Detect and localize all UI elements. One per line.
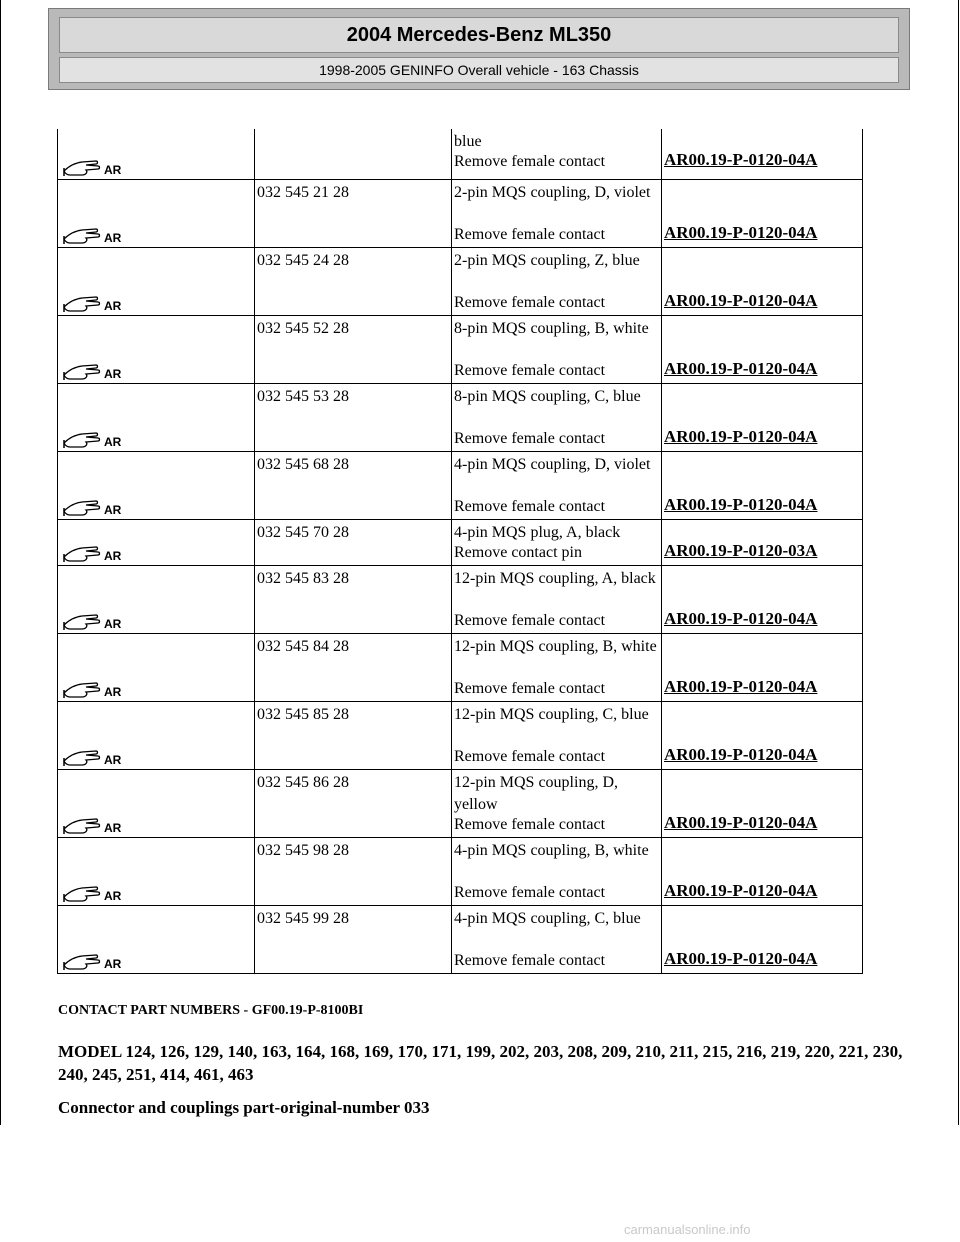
reference-cell — [662, 520, 863, 566]
action-text: Remove female contact — [454, 680, 606, 697]
reference-link[interactable]: AR00.19-P-0120-04A — [664, 291, 818, 310]
part-number-cell — [255, 566, 452, 634]
page-border-left — [0, 0, 1, 1125]
icon-cell — [58, 452, 255, 520]
reference-link[interactable]: AR00.19-P-0120-04A — [664, 677, 818, 696]
action-text: Remove female contact — [454, 748, 606, 765]
ar-label: AR — [104, 299, 122, 313]
description-cell — [452, 316, 662, 384]
icon-cell — [58, 702, 255, 770]
action-text: Remove female contact — [454, 498, 606, 515]
description-cell — [452, 384, 662, 452]
hand-pointer-icon[interactable] — [62, 815, 128, 835]
part-number-cell — [255, 634, 452, 702]
reference-cell — [662, 452, 863, 520]
ar-label: AR — [104, 163, 122, 177]
description-cell — [452, 906, 662, 974]
part-number: 032 545 85 28 — [257, 706, 349, 723]
table-row — [58, 316, 863, 384]
hand-pointer-icon[interactable] — [62, 611, 128, 631]
page-border-right — [958, 0, 959, 1125]
reference-cell — [662, 770, 863, 838]
part-number: 032 545 24 28 — [257, 252, 349, 269]
hand-pointer-icon[interactable] — [62, 747, 128, 767]
hand-pointer-icon[interactable] — [62, 361, 128, 381]
part-description: 12-pin MQS coupling, B, white — [454, 638, 657, 655]
ar-label: AR — [104, 753, 122, 767]
part-number: 032 545 68 28 — [257, 456, 349, 473]
part-description: 4-pin MQS coupling, D, violet — [454, 456, 651, 473]
table-row — [58, 906, 863, 974]
part-description: 4-pin MQS plug, A, black — [454, 524, 621, 541]
action-text: Remove female contact — [454, 294, 606, 311]
icon-cell — [58, 770, 255, 838]
table-row — [58, 634, 863, 702]
hand-pointer-icon[interactable] — [62, 429, 128, 449]
document-subtitle: 1998-2005 GENINFO Overall vehicle - 163 Chassis — [59, 57, 899, 83]
ar-label: AR — [104, 231, 122, 245]
ar-label: AR — [104, 821, 122, 835]
hand-pointer-icon[interactable] — [62, 679, 128, 699]
table-row — [58, 520, 863, 566]
part-number-cell — [255, 316, 452, 384]
description-cell — [452, 634, 662, 702]
part-number-cell — [255, 770, 452, 838]
icon-cell — [58, 129, 255, 180]
part-number: 032 545 52 28 — [257, 320, 349, 337]
action-text: Remove female contact — [454, 612, 606, 629]
reference-cell — [662, 838, 863, 906]
part-number: 032 545 21 28 — [257, 184, 349, 201]
hand-pointer-icon[interactable] — [62, 225, 128, 245]
part-number: 032 545 53 28 — [257, 388, 349, 405]
icon-cell — [58, 906, 255, 974]
part-number-cell — [255, 906, 452, 974]
part-number-cell — [255, 520, 452, 566]
reference-cell — [662, 634, 863, 702]
part-number: 032 545 99 28 — [257, 910, 349, 927]
reference-cell — [662, 180, 863, 248]
table-row — [58, 702, 863, 770]
action-text: Remove female contact — [454, 952, 606, 969]
reference-cell — [662, 566, 863, 634]
action-text: Remove female contact — [454, 430, 606, 447]
section-subheading: Connector and couplings part-original-number 033 — [58, 1098, 430, 1117]
part-description: 12-pin MQS coupling, D, yellow — [454, 774, 618, 813]
reference-link[interactable]: AR00.19-P-0120-04A — [664, 881, 818, 900]
ar-label: AR — [104, 503, 122, 517]
icon-cell — [58, 248, 255, 316]
part-number-cell — [255, 248, 452, 316]
reference-link[interactable]: AR00.19-P-0120-04A — [664, 609, 818, 628]
reference-cell — [662, 316, 863, 384]
part-number: 032 545 98 28 — [257, 842, 349, 859]
icon-cell — [58, 838, 255, 906]
ar-label: AR — [104, 617, 122, 631]
action-text: Remove contact pin — [454, 544, 582, 561]
icon-cell — [58, 520, 255, 566]
description-cell — [452, 566, 662, 634]
icon-cell — [58, 180, 255, 248]
ar-label: AR — [104, 889, 122, 903]
ar-label: AR — [104, 685, 122, 699]
reference-link[interactable]: AR00.19-P-0120-04A — [664, 223, 818, 242]
table-row — [58, 838, 863, 906]
part-description: 8-pin MQS coupling, B, white — [454, 320, 649, 337]
reference-link[interactable]: AR00.19-P-0120-04A — [664, 150, 818, 169]
part-number: 032 545 86 28 — [257, 774, 349, 791]
table-row — [58, 770, 863, 838]
hand-pointer-icon[interactable] — [62, 497, 128, 517]
part-number-cell — [255, 180, 452, 248]
table-row — [58, 384, 863, 452]
reference-link[interactable]: AR00.19-P-0120-04A — [664, 495, 818, 514]
table-row — [58, 452, 863, 520]
description-cell — [452, 129, 662, 180]
hand-pointer-icon[interactable] — [62, 293, 128, 313]
reference-link[interactable]: AR00.19-P-0120-04A — [664, 427, 818, 446]
part-number-cell — [255, 384, 452, 452]
icon-cell — [58, 566, 255, 634]
part-number: 032 545 84 28 — [257, 638, 349, 655]
description-cell — [452, 520, 662, 566]
part-description: 12-pin MQS coupling, A, black — [454, 570, 656, 587]
description-cell — [452, 180, 662, 248]
ar-label: AR — [104, 435, 122, 449]
description-cell — [452, 838, 662, 906]
part-number — [255, 129, 451, 131]
part-number-cell — [255, 452, 452, 520]
action-text: Remove female contact — [454, 362, 606, 379]
part-description: 2-pin MQS coupling, Z, blue — [454, 252, 640, 269]
part-description: 8-pin MQS coupling, C, blue — [454, 388, 641, 405]
hand-pointer-icon[interactable] — [62, 543, 128, 563]
description-cell — [452, 770, 662, 838]
description-cell — [452, 452, 662, 520]
part-number-cell — [255, 702, 452, 770]
ar-label: AR — [104, 549, 122, 563]
ar-label: AR — [104, 367, 122, 381]
action-text: Remove female contact — [454, 153, 606, 170]
hand-pointer-icon[interactable] — [62, 951, 128, 971]
description-cell — [452, 248, 662, 316]
part-description: 2-pin MQS coupling, D, violet — [454, 184, 651, 201]
document-title: 2004 Mercedes-Benz ML350 — [59, 17, 899, 53]
reference-cell — [662, 384, 863, 452]
reference-link[interactable]: AR00.19-P-0120-03A — [664, 541, 818, 560]
table-row — [58, 180, 863, 248]
document-header — [48, 8, 910, 90]
part-description: 4-pin MQS coupling, B, white — [454, 842, 649, 859]
part-number-cell — [255, 129, 452, 180]
action-text: Remove female contact — [454, 816, 606, 833]
table-row — [58, 129, 863, 180]
reference-cell — [662, 702, 863, 770]
table-row — [58, 248, 863, 316]
icon-cell — [58, 316, 255, 384]
reference-link[interactable]: AR00.19-P-0120-04A — [664, 949, 818, 968]
table-row — [58, 566, 863, 634]
part-number-cell — [255, 838, 452, 906]
reference-link[interactable]: AR00.19-P-0120-04A — [664, 359, 818, 378]
part-number: 032 545 70 28 — [257, 524, 349, 541]
description-cell — [452, 702, 662, 770]
part-number: 032 545 83 28 — [257, 570, 349, 587]
action-text: Remove female contact — [454, 884, 606, 901]
watermark-footer: carmanualsonline.info — [624, 1222, 751, 1237]
hand-pointer-icon[interactable] — [62, 883, 128, 903]
part-description: blue — [454, 133, 482, 150]
icon-cell — [58, 384, 255, 452]
reference-cell — [662, 129, 863, 180]
reference-cell — [662, 248, 863, 316]
ar-label: AR — [104, 957, 122, 971]
part-description: 12-pin MQS coupling, C, blue — [454, 706, 649, 723]
hand-pointer-icon[interactable] — [62, 157, 128, 177]
action-text: Remove female contact — [454, 226, 606, 243]
section-caption: CONTACT PART NUMBERS - GF00.19-P-8100BI — [58, 1003, 364, 1018]
parts-table — [57, 129, 863, 974]
icon-cell — [58, 634, 255, 702]
part-description: 4-pin MQS coupling, C, blue — [454, 910, 641, 927]
reference-link[interactable]: AR00.19-P-0120-04A — [664, 745, 818, 764]
reference-cell — [662, 906, 863, 974]
reference-link[interactable]: AR00.19-P-0120-04A — [664, 813, 818, 832]
model-list: MODEL 124, 126, 129, 140, 163, 164, 168, 169, 170, 171, 199, 202, 203, 208, 209, 210, 211, 215, 216, 219, 220, 221, 230, 240, 245, 251, 414, 461, 463 — [58, 1042, 903, 1084]
